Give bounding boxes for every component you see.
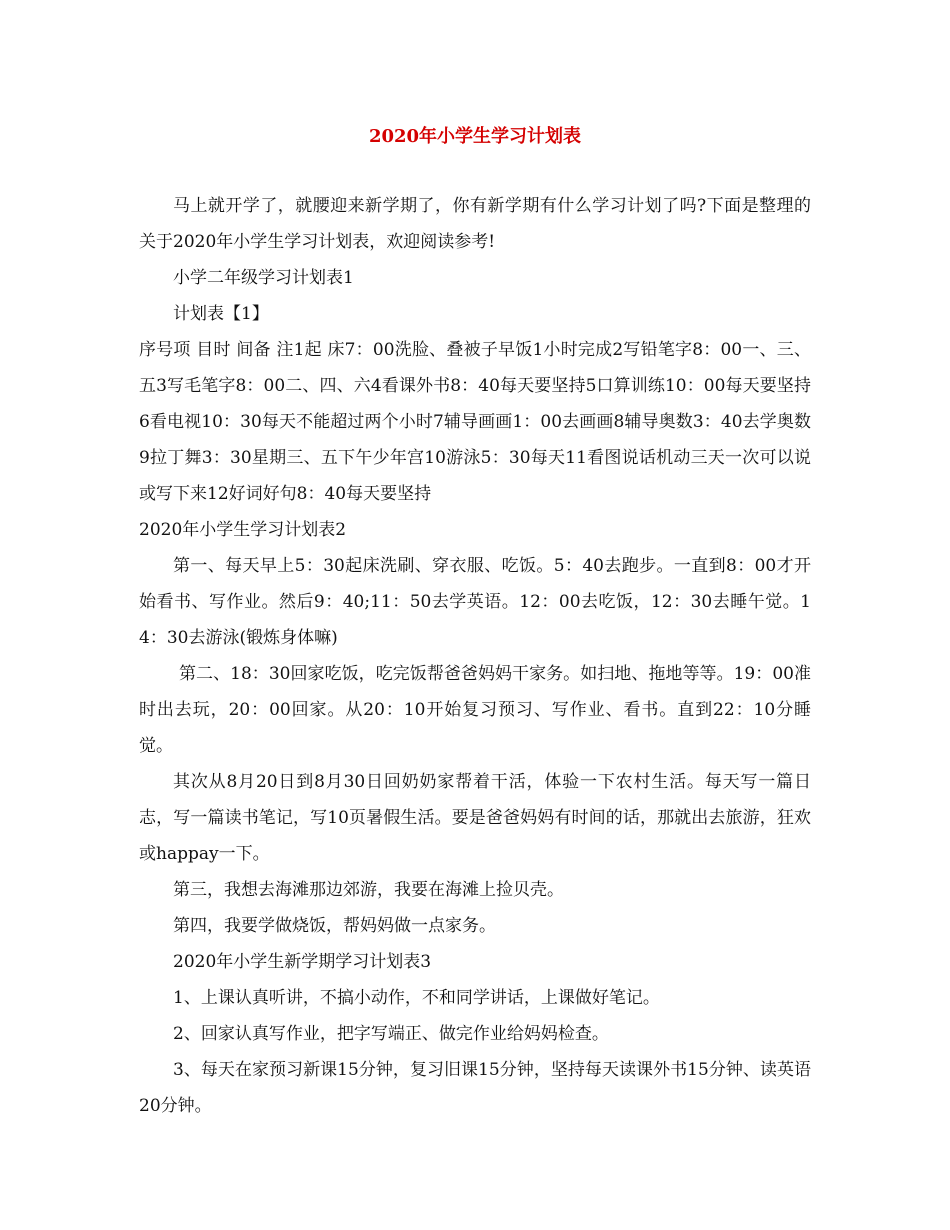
paragraph-fourth: 第四，我要学做烧饭，帮妈妈做一点家务。	[173, 916, 496, 936]
intro-paragraph: 马上就开学了，就腰迎来新学期了，你有新学期有什么学习计划了吗?下面是整理的关于2020年小学生学习计划表，欢迎阅读参考!	[139, 196, 811, 252]
section-heading-plan-1: 小学二年级学习计划表1	[173, 268, 354, 288]
paragraph-third: 第三，我想去海滩那边郊游，我要在海滩上捡贝壳。	[173, 880, 564, 900]
paragraph-second: 第二、18：30回家吃饭，吃完饭帮爸爸妈妈干家务。如扫地、拖地等等。19：00准时出去玩，20：00回家。从20：10开始复习预习、写作业、看书。直到22：10分睡觉。	[139, 664, 811, 756]
plan-table-content: 序号项 目时 间备 注1起 床7：00洗脸、叠被子早饭1小时完成2写铅笔字8：00一、三、五3写毛笔字8：00二、四、六4看课外书8：40每天要坚持5口算训练10：00每天要坚持6看电视10：30每天不能超过两个小时7辅导画画1：00去画画8辅导奥数3：40去学奥数9拉丁舞3：30星期三、五下午少年宫10游泳5：30每天11看图说话机动三天一次可以说或写下来12好词好句8：40每天要坚持	[139, 340, 811, 504]
paragraph-next: 其次从8月20日到8月30日回奶奶家帮着干活，体验一下农村生活。每天写一篇日志，写一篇读书笔记，写10页暑假生活。要是爸爸妈妈有时间的话，那就出去旅游，狂欢或happay一下。	[139, 772, 811, 864]
document-body	[139, 188, 811, 1124]
list-item-2: 2、回家认真写作业，把字写端正、做完作业给妈妈检查。	[173, 1024, 609, 1044]
section-heading-plan-3: 2020年小学生新学期学习计划表3	[173, 952, 432, 972]
plan-table-label: 计划表【1】	[173, 304, 269, 324]
list-item-3: 3、每天在家预习新课15分钟，复习旧课15分钟，坚持每天读课外书15分钟、读英语20分钟。	[139, 1060, 811, 1116]
list-item-1: 1、上课认真听讲，不搞小动作，不和同学讲话，上课做好笔记。	[173, 988, 660, 1008]
section-heading-plan-2: 2020年小学生学习计划表2	[139, 520, 347, 540]
document-title: 2020年小学生学习计划表	[368, 126, 582, 147]
paragraph-first: 第一、每天早上5：30起床洗刷、穿衣服、吃饭。5：40去跑步。一直到8：00才开始看书、写作业。然后9：40;11：50去学英语。12：00去吃饭，12：30去睡午觉。14：30去游泳(锻炼身体嘛)	[139, 556, 811, 648]
